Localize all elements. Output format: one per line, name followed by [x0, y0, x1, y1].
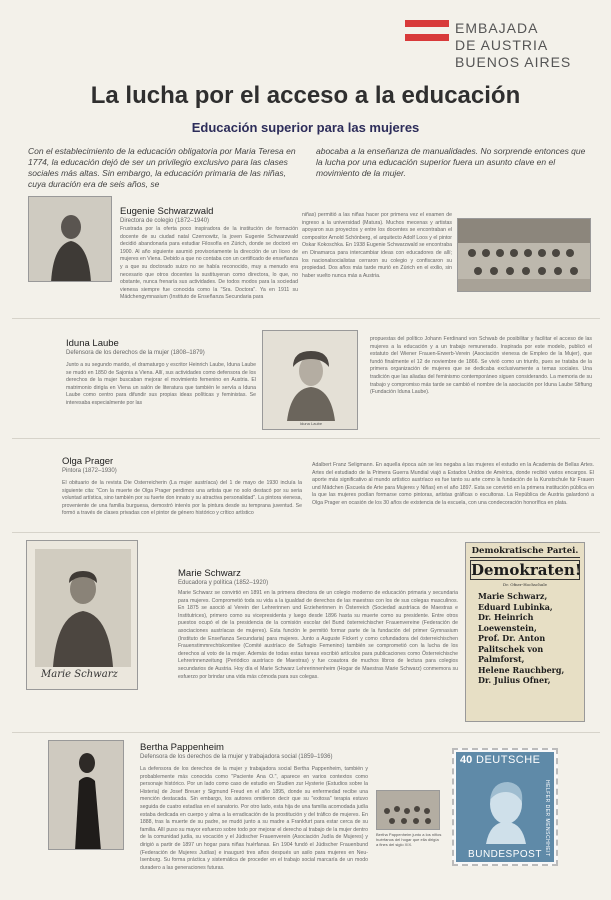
bertha-photo: [48, 740, 124, 850]
logo-line-1: EMBAJADA: [455, 20, 539, 36]
poster-names: [470, 591, 580, 686]
marie-role: Educadora y política (1852–1920): [178, 580, 269, 586]
bertha-role: Defensora de los derechos de la mujer y trabajadora social (1859–1936): [140, 754, 333, 760]
stamp-country: DEUTSCHE: [476, 754, 541, 766]
marie-name: Marie Schwarz: [178, 568, 241, 579]
stamp-bottom: BUNDESPOST: [468, 849, 542, 860]
poster-name: Dr. Heinrich Loewenstein,: [478, 612, 537, 633]
iduna-role: Defensora de los derechos de la mujer (1808–1879): [66, 350, 205, 356]
eugenie-text-2: niñas) permitió a las niñas hacer por primera vez el examen de ingreso a la universidad (Matura). Muchos mecenas y artistas apoyaron sus proyectos y entre los docentes se encontraban el compositor Arnold Schönberg, el arquitecto Adolf Loos y el pintor Oskar Kokoschka. En 1938 Eugenie Schwarzwald se encontraba en Dinamarca para intercambiar ideas con educadores de allí; los nacionalsocialistas cerraron su colegio y confiscaron su propiedad. Dos años más tarde murió en Zúrich en el exilio, sin haber vuelto nunca más a Austria.: [302, 212, 452, 279]
poster-header: Demokratische Partei.: [471, 546, 579, 556]
eugenie-text-1: Frustrada por la oferta poco inspiradora de la institución de formación docente de su ciudad natal Czernowitz, la joven Eugenie Schwarzwald decidió abandonarla para estudiar Filosofía en Zúrich, donde se doctoró en 1900. Al año siguiente asumió provisoriamente la dirección de un liceo de mujeres en Viena. Debido a que no contaba con un certificado de enseñanza y a que su doctorado suizo no se había reconocido, muy a menudo era necesario que otros docentes la sustituyeran como directora, lo que, no obstante, nunca frenaría sus actividades. De todos modos para la sociedad vienesa siempre fue conocida como la "Sra. Doctora". Ya en 1911 su Mädchengymnasium (Instituto de Enseñanza Secundaria para: [120, 226, 298, 301]
olga-text-1: El obituario de la revista Die Österreicherin (La mujer austríaca) del 1 de mayo de 1930 incluía la siguiente cita: "Con la muerte de Olga Prager perdimos una artista que no solo destacó por su seria voluntad artística, sino también por su fuerte don innato y su atractiva personalidad". La pintora vienesa, proveniente de una familia burguesa, demostró interés por la pintura desde su temprana juventud. Se formó a través de clases privadas con el pintor de género histórico y crítico artístico: [62, 480, 302, 517]
portrait-icon: [49, 741, 124, 850]
bertha-profile-icon: [474, 776, 538, 844]
section-divider: [12, 318, 600, 319]
marie-text-1: Marie Schwarz se convirtió en 1891 en la primera directora de un colegio moderno de educación primaria y secundaria para mujeres. Comprometió toda su vida a la igualdad de derechos de las maestras con los de sus colegas masculinos. En 1875 se asoció al Verein der Lehrerinnen und Erzieherinnen in Österreich (Sociedad austríaca de Maestras e Institutrices), primero como su vicepresidenta y luego desde 1896 hasta su muerte como su presidente. Entre otros puestos ocupó el de la presidencia de la comisión escolar del Bund österreichischer Frauenvereine (Federación de asociaciones austríacas de mujeres). Esta función le permitió formar parte de la fundación del primer Gymnasium (Instituto de Enseñanza Secundaria) para mujeres. Junto a Auguste Fickert y como cofundadora del österreichischen Frauenstimmrechtskomitee (Comité austríaco de Sufragio Femenino) también se comprometió con la lucha de los derechos al voto de la mujer. Además de todas estas tareas escribió artículos para publicaciones como Österreichische Lehrerinnenzeitung (Periódico austríaco de Maestras) y fue coautora de muchos libros de lectura para colegios secundarios de Austria. Hoy día el Marie Schwarz Lehrerinnenheim (Hogar de Maestras Marie Schwarz) conmemora su esfuerzo por brindar una vida más cómoda para sus colegas.: [178, 590, 458, 680]
logo-line-2: DE AUSTRIA: [455, 37, 549, 53]
iduna-text-2: propuestas del político Johann Ferdinand von Schwab de posibilitar y facilitar el acceso de las mujeres a la educación y a un trabajo remunerado. Inspirada por este modelo, publicó el estatuto del Wiener Frauen-Erwerb-Verein (Asociación vienesa de Empleo de la Mujer), que fundó finalmente el 12 de noviembre de 1866. Se vivió como un triunfo, pues se trataba de la primera organización de mujeres que se dedicaba exclusivamente a temas sociales. Una tradición que las aliadas del feminismo contemporáneo siguen considerando. La memoria de su trabajo y compromiso más tarde se cambió el nombre de la asociación por Iduna Laube Stiftung (Fundación Iduna Laube).: [370, 336, 592, 396]
eugenie-photo: [28, 196, 112, 282]
olga-text-2: Adalbert Franz Seligmann. En aquella época aún se les negaba a las mujeres el estudio en la Academia de Bellas Artes. Artes del estudiado de la Primera Guerra Mundial viajó a Estados Unidos de América, donde recibió varios encargos. El aporte más significativo al mundo artístico austríaco es fue tanto su arte como la fundación de la Kunstschule für Frauen und Mädchen (Escuela de Arte para Mujeres y Niñas) en el año 1897. Esta se convirtió en la primera institución pública en la que las mujeres podían formarse como pintoras, artistas gráficas o escultoras. La República de Austria galardonó a Olga Prager en ocasión de los 30 años de existencia de la escuela, con una condecoración honorífica en plata.: [312, 462, 594, 506]
intro-left: Con el establecimiento de la educación obligatoria por Maria Teresa en 1774, la educación dejó de ser un privilegio exclusivo para las clases sociales más altas. Sin embargo, la educación primaria de las niñas, cuya duración era de seis años, se: [28, 146, 296, 189]
page-title: La lucha por el acceso a la educación: [90, 82, 521, 109]
marie-photo: [26, 540, 138, 690]
olga-header: [62, 456, 262, 474]
orphanage-photo: [376, 790, 440, 830]
poster-sub: Dr. Ofner-Hochschule: [503, 582, 547, 587]
section-divider: [12, 732, 600, 733]
orphanage-caption: Bertha Pappenheim junto a los niños huérfanos del hogar que ella dirigía a fines del siglo XIX.: [376, 832, 442, 848]
bertha-name: Bertha Pappenheim: [140, 742, 224, 753]
marie-signature: Marie Schwarz: [41, 669, 118, 680]
poster-name: Prof. Dr. Anton Palitschek von Palmforst,: [478, 633, 546, 664]
postage-stamp: [452, 748, 558, 866]
page-subtitle: Educación superior para las mujeres: [191, 120, 420, 135]
stamp-value: 40: [460, 754, 473, 766]
poster-name: Marie Schwarz,: [478, 591, 548, 601]
engraved-portrait-icon: [263, 331, 358, 430]
stamp-face: [456, 752, 554, 862]
school-class-photo: [457, 218, 591, 292]
embassy-logo: [405, 18, 605, 78]
olga-role: Pintora (1872–1930): [62, 468, 117, 474]
poster-main: Demokraten!: [471, 561, 582, 579]
portrait-icon: [29, 197, 112, 282]
iduna-portrait-caption: Iduna Laube: [299, 421, 323, 426]
election-poster: [465, 542, 585, 722]
intro-right: abocaba a la enseñanza de manualidades. No sorprende entonces que la lucha por una educación superior fuera un asunto clave en el movimiento de la mujer.: [316, 146, 586, 178]
section-divider: [12, 532, 600, 533]
logo-line-3: BUENOS AIRES: [455, 54, 572, 70]
eugenie-name: Eugenie Schwarzwald: [120, 206, 214, 217]
bertha-header: [140, 742, 380, 760]
poster-name: Eduard Lubinka,: [478, 601, 553, 612]
eugenie-header: [120, 206, 300, 224]
iduna-portrait: [262, 330, 358, 430]
eugenie-role: Directora de colegio (1872–1940): [120, 218, 210, 224]
class-group-icon: [458, 219, 591, 292]
bertha-text-1: La defensora de los derechos de la mujer y trabajadora social Bertha Pappenheim, también y probablemente más conocida como "Paciente Ana O.", aparece en varios contextos como personaje histórico. Por un lado como caso de estudio en Studien zur Hysterie (Estudios sobre la Histeria) de Josef Breuer y Sigmund Freud en el año 1895, donde su enfermedad recibe una mención destacada. Sin embargo, los autores omitieron decir que su "exitosa" terapia estuvo seguida de cuatro estadías en el sanatorio. Por otro lado, esta hija de una familia acomodada judía estaba dedicada en cuerpo y alma a la erradicación de la prostitución y del tráfico de mujeres. En 1888, tras la muerte de su padre, se mudó junto a su madre a Frankfurt para estar cerca de su familia. Allí puso su mayor esfuerzo sobre todo por mejorar el derecho al trabajo de la mujer dentro de la comunidad judía, su vocación y el Jüdischer Frauenverein (Asociación Judía de Mujeres) y dirigió a partir de 1897 un hogar para niñas huérfanas. En 1904 fundó el Jüdischer Frauenbund (Federación de Mujeres Judías) e inauguró tres años después un asilo para mujeres en Neu-Isenburg. Su forma práctica y sistemática de proceder en el trabajo social marcaría de un modo duradero a las generaciones futuras.: [140, 766, 368, 871]
austrian-flag-icon: [405, 20, 449, 42]
iduna-name: Iduna Laube: [66, 338, 119, 349]
stamp-side-text: HELFER DER MENSCHHEIT: [544, 780, 550, 857]
iduna-text-1: Junto a su segundo marido, el dramaturgo y escritor Heinrich Laube, Iduna Laube se mudó en 1850 de Sajonia a Viena. Allí, sus actividades como defensora de los derechos de la mujer buscaban mejorar el movimiento femenino en Austria. El matrimonio dirigía en Viena un salón de literatura que también le servía a Iduna Laube como centro para difundir sus propias ideas políticas y feministas. Se interesaba especialmente por las: [66, 362, 256, 406]
marie-header: [178, 568, 378, 586]
poster-name: Helene Rauchberg,: [478, 664, 565, 675]
section-divider: [12, 438, 600, 439]
logo-text: [455, 20, 571, 71]
olga-name: Olga Prager: [62, 456, 114, 467]
poster-name: Dr. Julius Ofner,: [478, 675, 551, 685]
group-photo-icon: [377, 791, 440, 830]
iduna-header: [66, 338, 256, 356]
portrait-icon: [27, 541, 138, 690]
